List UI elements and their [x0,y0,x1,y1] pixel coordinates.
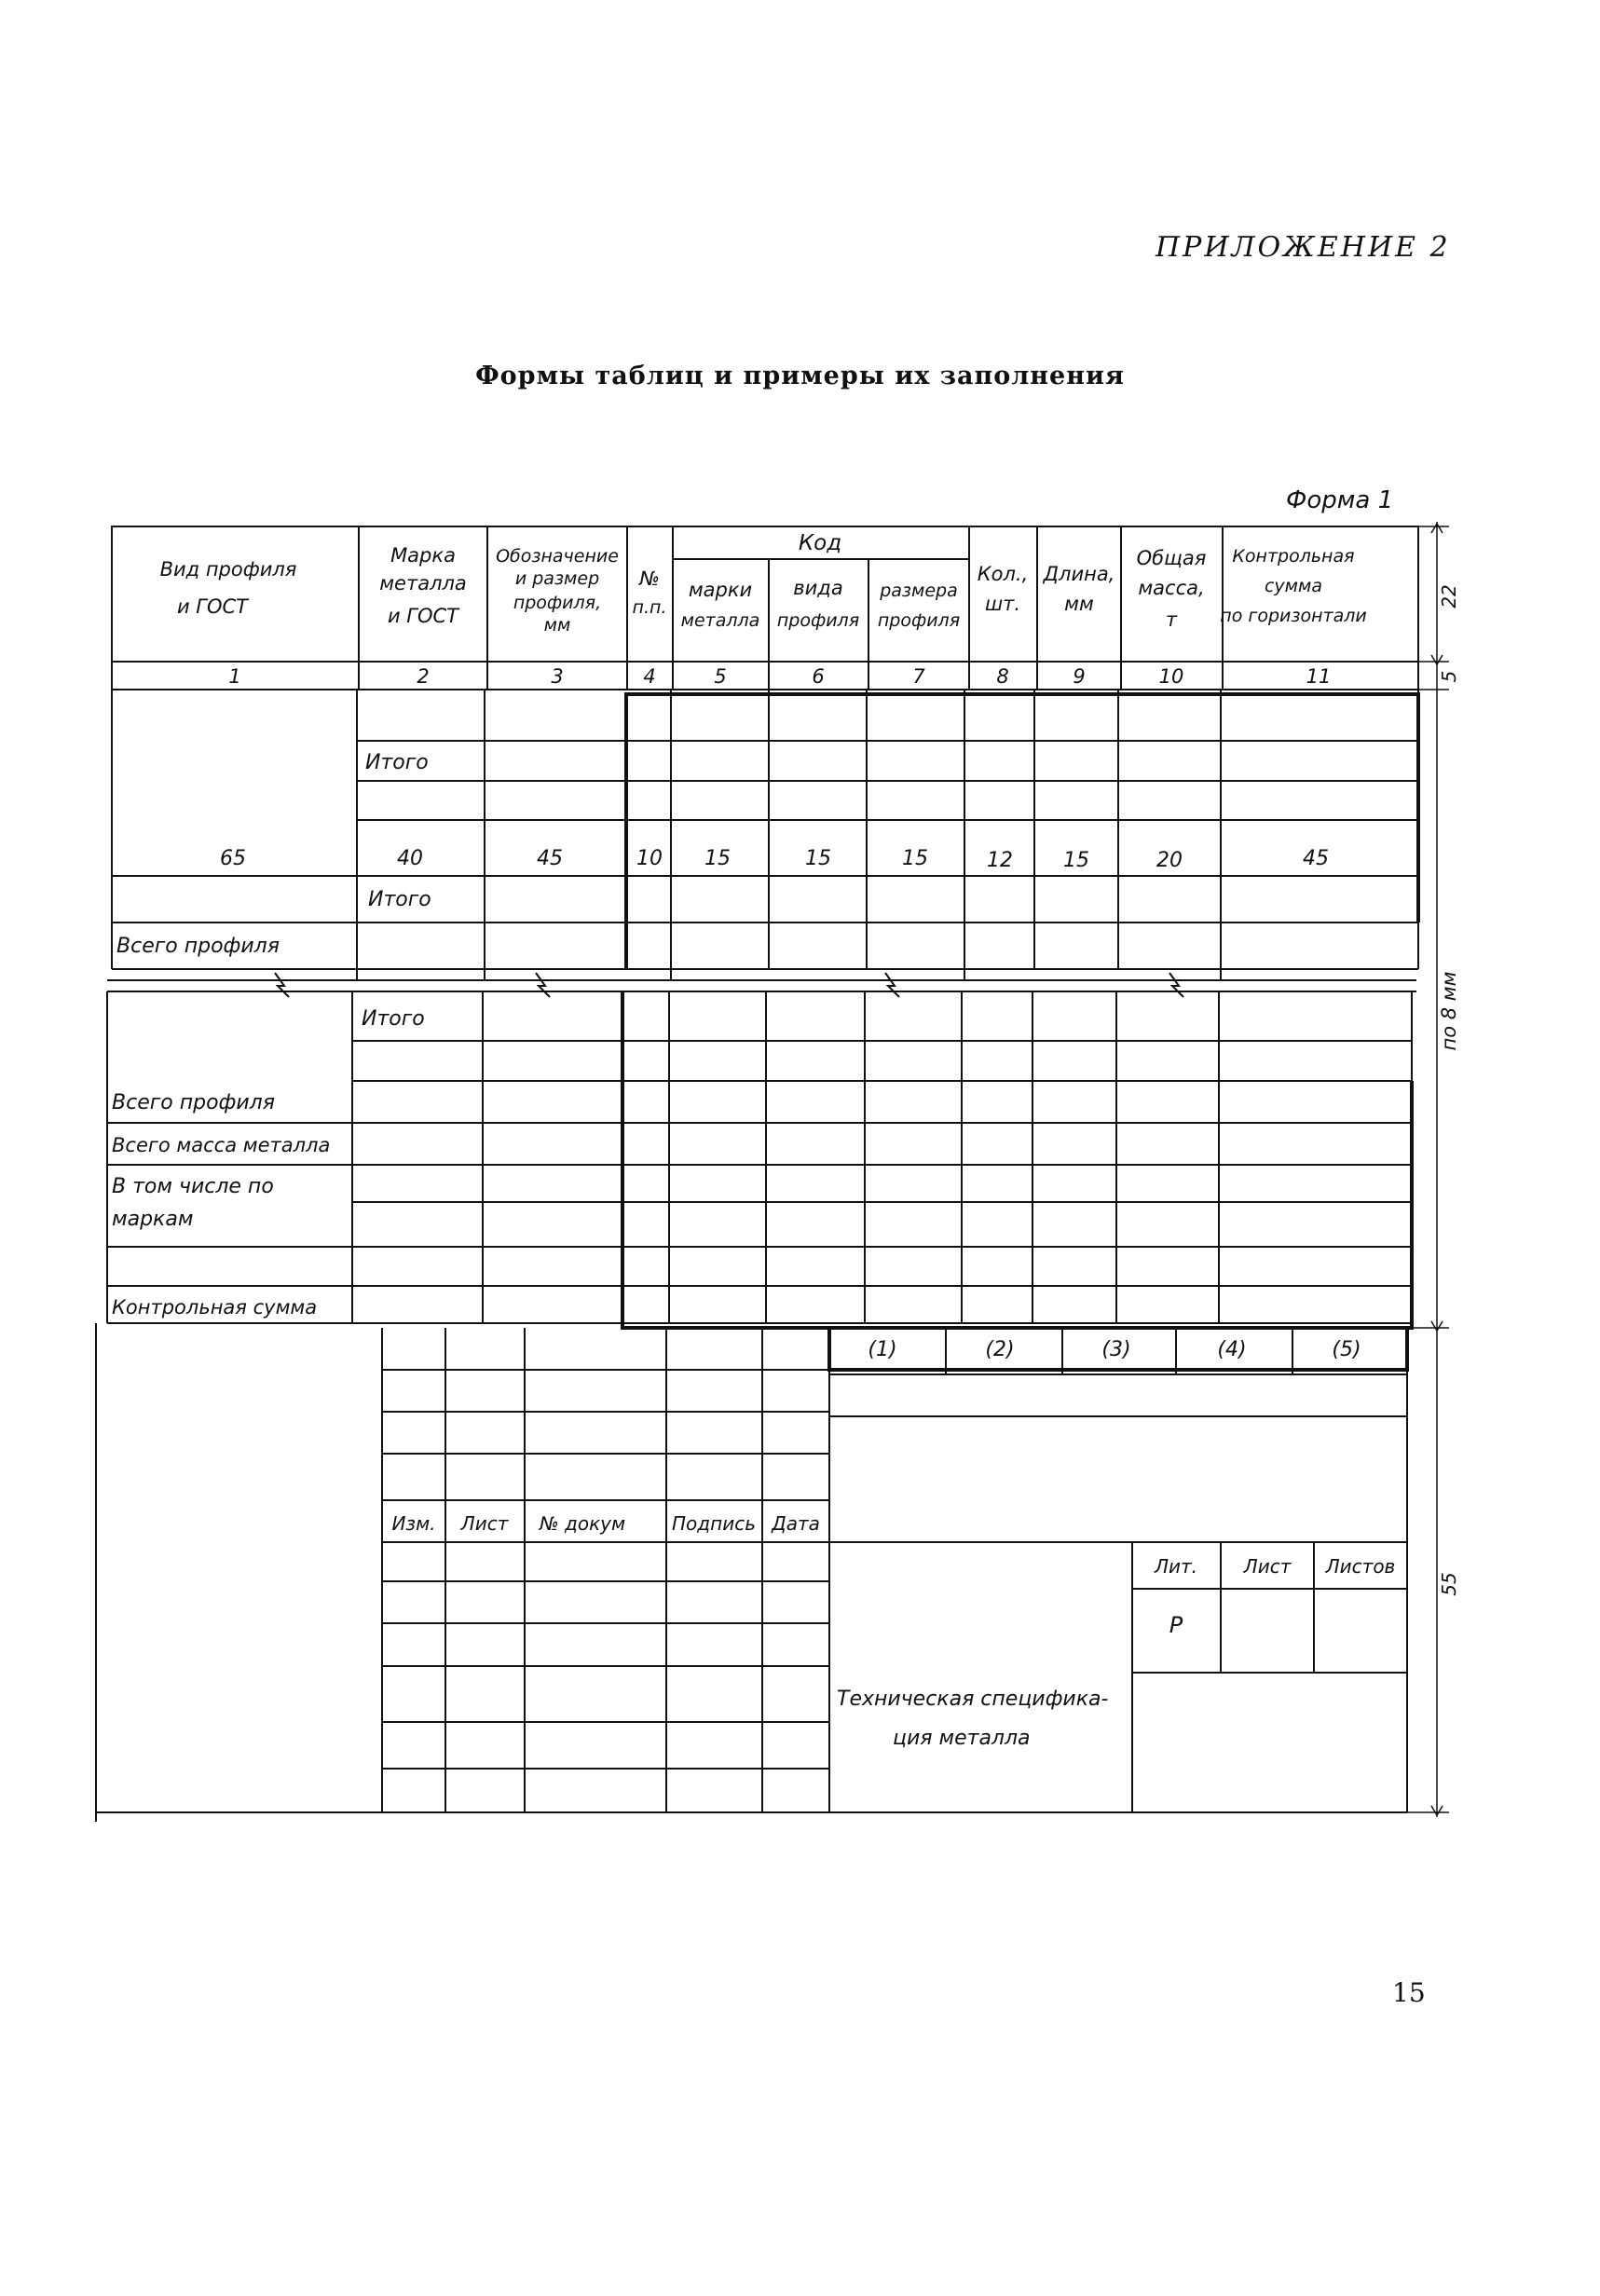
col-width-8: 12 [987,849,1013,872]
kontrolnaya-summa-label: Контрольная сумма [112,1296,318,1319]
header-col2-line1: Марка [390,544,456,567]
header-col5-line1: марки [688,579,753,601]
title-block [96,1323,1407,1822]
sign-col-list: Лист [460,1512,509,1535]
checksum-2: (2) [985,1338,1015,1361]
header-kod: Код [798,531,842,555]
list-label: Лист [1243,1555,1292,1578]
col-num-9: 9 [1073,665,1086,688]
sign-col-dokum: № докум [539,1512,626,1535]
col-num-5: 5 [714,665,727,688]
table-body-lower [107,991,1412,1323]
col-num-7: 7 [912,665,925,688]
header-col4-line1: № [639,567,660,590]
col-width-3: 45 [537,847,563,870]
header-col3-line4: мм [543,615,571,636]
itogo-label-2: Итого [368,888,431,911]
header-col10-line1: Общая [1136,547,1207,569]
header-col6-line2: профиля [776,610,860,631]
header-col9-line2: мм [1064,593,1094,615]
table-header [112,526,1418,662]
bold-frame-upper [626,694,1418,969]
vsego-profilya-label-2: Всего профиля [112,1091,275,1114]
col-width-9: 15 [1063,849,1089,872]
header-col8-line2: шт. [984,593,1021,615]
col-width-6: 15 [805,847,831,870]
sign-col-izm: Изм. [391,1512,436,1535]
col-num-10: 10 [1158,665,1184,688]
col-width-11: 45 [1303,847,1329,870]
header-col9-line1: Длина, [1043,563,1115,585]
vsego-massa-label: Всего масса металла [112,1134,331,1156]
header-col7-line2: профиля [877,610,961,631]
listov-label: Листов [1325,1555,1396,1578]
checksum-1: (1) [868,1338,897,1361]
header-col10-line3: т [1165,608,1178,631]
sign-col-podpis: Подпись [672,1512,756,1535]
page-number: 15 [1392,1977,1426,2008]
table-break [107,969,1416,997]
vsego-profilya-label-1: Всего профиля [116,935,280,958]
dim-title-height: 55 [1438,1572,1460,1596]
header-col6-line1: вида [793,577,843,599]
col-num-1: 1 [228,665,241,688]
checksum-4: (4) [1217,1338,1247,1361]
checksum-3: (3) [1101,1338,1131,1361]
dim-header-height: 22 [1438,584,1460,608]
table-body-upper [112,690,1418,969]
page-title: Формы таблиц и примеры их заполнения [475,362,1125,390]
lit-value: Р [1169,1612,1183,1638]
checksum-5: (5) [1332,1338,1361,1361]
header-col1-line1: Вид профиля [159,558,297,581]
lit-label: Лит. [1154,1555,1198,1578]
header-col10-line2: масса, [1138,577,1205,599]
header-col3-line1: Обозначение [496,546,619,567]
col-width-10: 20 [1156,849,1183,872]
col-num-2: 2 [417,665,430,688]
doc-name-line2: ция металла [893,1727,1031,1750]
itogo-label-3: Итого [362,1007,425,1031]
header-col7-line1: размера [880,581,958,601]
col-width-4: 10 [636,847,663,870]
header-col11-line3: по горизонтали [1220,606,1367,626]
col-num-11: 11 [1306,665,1332,688]
col-num-8: 8 [996,665,1009,688]
col-num-4: 4 [643,665,656,688]
sign-col-data: Дата [772,1512,820,1535]
form-label: Форма 1 [1286,486,1394,514]
header-col3-line2: и размер [514,568,600,589]
header-col11-line1: Контрольная [1232,546,1355,567]
header-col11-line2: сумма [1264,576,1323,596]
column-numbers-row [112,662,1418,690]
header-col4-line2: п.п. [632,597,667,618]
v-tom-chisle-line2: маркам [112,1208,194,1231]
appendix-label: ПРИЛОЖЕНИЕ 2 [1156,231,1451,264]
col-num-3: 3 [551,665,564,688]
header-col2-line3: и ГОСТ [387,605,459,627]
col-width-7: 15 [902,847,928,870]
doc-name-line1: Техническая специфика- [837,1688,1109,1711]
col-width-5: 15 [704,847,731,870]
bold-frame-lower [622,991,1412,1328]
itogo-label-1: Итого [365,751,429,774]
col-width-2: 40 [397,847,423,870]
v-tom-chisle-line1: В том числе по [112,1175,274,1198]
header-col8-line1: Кол., [977,563,1029,585]
header-col1-line2: и ГОСТ [176,595,249,618]
header-col2-line2: металла [379,572,467,594]
col-num-6: 6 [812,665,825,688]
dim-numbers-height: 5 [1438,670,1460,683]
header-col5-line2: металла [680,610,760,631]
col-width-1: 65 [220,847,246,870]
header-col3-line3: профиля, [513,593,602,613]
dim-row-pitch: по 8 мм [1438,971,1460,1051]
